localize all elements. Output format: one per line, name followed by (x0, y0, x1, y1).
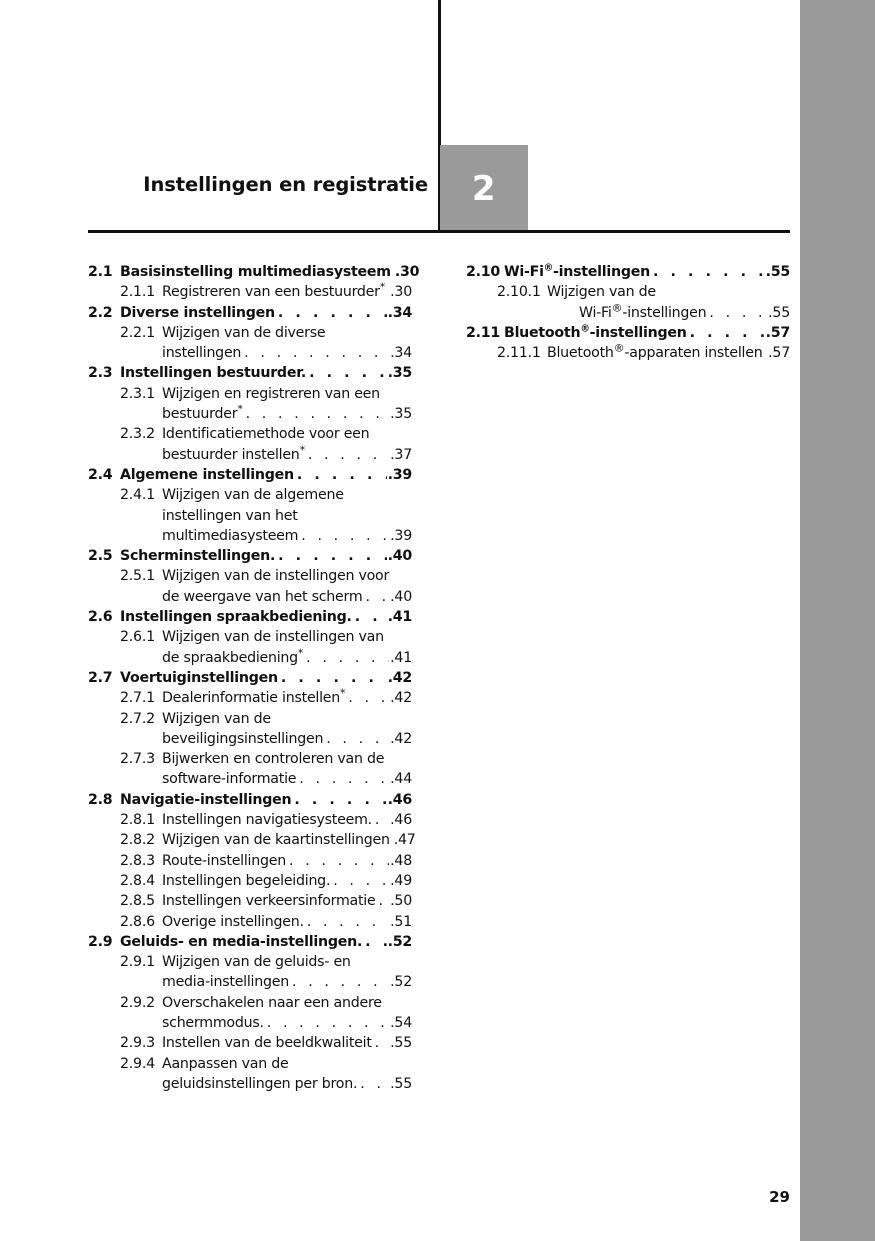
dot-leader (765, 343, 767, 363)
toc-entry-text: Instellingen bestuurder. (120, 365, 307, 382)
toc-entry-body (162, 709, 412, 750)
dot-leader (690, 323, 765, 343)
toc-entry-body (162, 384, 412, 425)
registered-trademark-icon: ® (543, 262, 553, 274)
toc-line (162, 810, 412, 830)
toc-entry-number: 2.8.2 (120, 832, 155, 849)
toc-page-number: .40 (390, 588, 412, 605)
toc-subsection-entry[interactable] (88, 912, 412, 932)
toc-line (547, 300, 790, 323)
registered-trademark-icon: ® (580, 323, 590, 335)
toc-line (162, 645, 412, 668)
toc-entry-body (162, 993, 412, 1034)
toc-entry-text: geluidsinstellingen per bron. (162, 1075, 358, 1092)
toc-section-entry[interactable] (88, 363, 412, 383)
toc-entry-body (120, 932, 412, 952)
toc-entry-text: Wijzigen van de geluids- en (162, 954, 351, 971)
toc-entry-number: 2.5 (88, 548, 113, 565)
toc-entry-number: 2.4.1 (120, 487, 155, 504)
toc-left-column (88, 262, 420, 1094)
toc-section-entry[interactable] (88, 465, 412, 485)
toc-entry-text: instellingen (162, 345, 242, 362)
toc-entry-text: de weergave van het scherm (162, 588, 363, 605)
toc-entry-text: Scherminstellingen. (120, 548, 276, 565)
toc-entry-text: Identificatiemethode voor een (162, 426, 370, 443)
toc-entry-number: 2.11.1 (497, 345, 541, 362)
chapter-number: 2 (471, 168, 497, 209)
toc-entry-text: Registreren van een bestuurder* (162, 280, 385, 301)
toc-line (162, 891, 412, 911)
toc-subsection-entry[interactable] (88, 485, 412, 546)
toc-line (120, 668, 412, 688)
toc-entry-text: Wijzigen van de (547, 284, 656, 301)
toc-entry-body (162, 323, 412, 364)
toc-subsection-entry[interactable] (88, 688, 412, 708)
toc-line (504, 323, 790, 343)
toc-entry-body (162, 424, 412, 465)
toc-line (162, 627, 412, 647)
toc-line (162, 485, 412, 505)
toc-entry-text: Instellen van de beeldkwaliteit (162, 1035, 372, 1052)
toc-entry-text: de spraakbediening* (162, 645, 304, 666)
toc-section-entry[interactable] (466, 323, 790, 343)
toc-line (162, 912, 412, 932)
toc-entry-number: 2.7.3 (120, 751, 155, 768)
toc-entry-number: 2.3 (88, 365, 113, 382)
toc-entry-text: Wijzigen van de algemene (162, 487, 344, 504)
toc-entry-number: 2.8.6 (120, 913, 155, 930)
toc-entry-body (162, 1033, 412, 1053)
footnote-marker: * (340, 686, 346, 700)
toc-page-number: .57 (768, 345, 790, 362)
toc-subsection-entry[interactable] (88, 871, 412, 891)
toc-entry-body (504, 323, 790, 343)
dot-leader (307, 912, 389, 932)
toc-entry-number: 2.1 (88, 264, 113, 280)
toc-entry-number: 2.6.1 (120, 629, 155, 646)
toc-page-number: .44 (390, 771, 412, 788)
toc-line (162, 282, 412, 302)
toc-entry-text: Diverse instellingen (120, 304, 275, 321)
toc-entry-body (162, 871, 412, 891)
toc-subsection-entry[interactable] (88, 1054, 412, 1095)
toc-entry-number: 2.6 (88, 609, 113, 626)
toc-entry-text: Wijzigen van de kaartinstellingen (162, 832, 390, 849)
toc-page-number: .55 (768, 304, 790, 321)
toc-entry-text: Basisinstelling multimediasysteem (120, 264, 391, 280)
footnote-marker: * (297, 645, 304, 659)
toc-entry-number: 2.8.3 (120, 852, 155, 869)
toc-line (162, 1074, 412, 1094)
toc-page-number: .42 (390, 730, 412, 747)
toc-entry-text: multimediasysteem (162, 527, 299, 544)
toc-section-entry[interactable] (88, 932, 412, 952)
toc-line (162, 993, 412, 1013)
toc-line (120, 363, 412, 383)
toc-page-number: .35 (390, 406, 412, 423)
toc-subsection-entry[interactable] (88, 424, 412, 465)
dot-leader (355, 607, 387, 627)
footnote-marker: ® (611, 300, 623, 314)
toc-entry-text: media-instellingen (162, 974, 289, 991)
toc-subsection-entry[interactable] (88, 830, 416, 850)
toc-subsection-entry[interactable] (88, 709, 412, 750)
toc-page-number: .52 (387, 933, 412, 950)
toc-entry-body (120, 363, 412, 383)
toc-entry-text: Overige instellingen. (162, 913, 304, 930)
toc-entry-text: Aanpassen van de (162, 1055, 289, 1072)
toc-subsection-entry[interactable] (88, 749, 412, 790)
toc-page-number: .39 (390, 527, 412, 544)
toc-right-column (466, 262, 790, 363)
toc-entry-number: 2.9 (88, 933, 113, 950)
toc-line (162, 424, 412, 444)
toc-subsection-entry[interactable] (88, 810, 412, 830)
dot-leader (292, 972, 389, 992)
toc-entry-body (162, 891, 412, 911)
dot-leader (278, 546, 386, 566)
toc-entry-body (120, 262, 420, 282)
toc-page-number: .52 (390, 974, 412, 991)
toc-entry-text: Wijzigen van de (162, 710, 271, 727)
dot-leader (281, 668, 387, 688)
toc-line (162, 972, 412, 992)
toc-page-number: .54 (390, 1014, 412, 1031)
toc-line (547, 282, 790, 302)
toc-entry-text: Wi-Fi®-instellingen (579, 300, 707, 321)
dot-leader (246, 404, 390, 424)
toc-entry-text: Overschakelen naar een andere (162, 994, 382, 1011)
toc-line (162, 1033, 412, 1053)
toc-subsection-entry[interactable] (88, 851, 412, 871)
toc-entry-text: Wijzigen van de instellingen voor (162, 568, 390, 585)
toc-subsection-entry[interactable] (466, 282, 790, 323)
toc-page-number: .40 (387, 548, 412, 565)
toc-entry-body (162, 566, 412, 607)
dot-leader (365, 932, 387, 952)
toc-entry-text: bestuurder instellen* (162, 442, 305, 463)
toc-page-number: .34 (390, 345, 412, 362)
toc-entry-number: 2.9.3 (120, 1035, 155, 1052)
toc-entry-number: 2.7.2 (120, 710, 155, 727)
toc-entry-text: software-informatie (162, 771, 297, 788)
toc-entry-text: Voertuiginstellingen (120, 669, 278, 686)
toc-entry-number: 2.8 (88, 791, 113, 808)
toc-entry-text-continued: -instellingen (622, 304, 707, 321)
toc-entry-body (120, 607, 412, 627)
toc-page-number: .30 (394, 264, 420, 280)
toc-line (162, 851, 412, 871)
toc-line (120, 607, 412, 627)
toc-line (120, 303, 412, 323)
dot-leader (301, 526, 389, 546)
dot-leader (306, 648, 389, 668)
toc-line (504, 262, 790, 282)
toc-entry-body (162, 749, 412, 790)
toc-entry-number: 2.2.1 (120, 324, 155, 341)
toc-entry-body (120, 465, 412, 485)
toc-line (547, 343, 790, 363)
toc-entry-text: Instellingen verkeersinformatie (162, 893, 376, 910)
dot-leader (375, 1033, 390, 1053)
footnote-marker: * (237, 402, 243, 416)
toc-entry-text: Navigatie-instellingen (120, 791, 292, 808)
dot-leader (278, 303, 387, 323)
chapter-title: Instellingen en registratie (143, 173, 428, 196)
toc-page-number: .39 (387, 466, 412, 483)
page-number: 29 (769, 1188, 790, 1206)
dot-leader (709, 303, 767, 323)
toc-line (162, 769, 412, 789)
toc-entry-text: Wi-Fi®-instellingen (504, 262, 650, 280)
toc-entry-number: 2.3.1 (120, 385, 155, 402)
toc-line (162, 1054, 412, 1074)
toc-entry-body (162, 912, 412, 932)
toc-line (162, 1013, 412, 1033)
dot-leader (309, 363, 387, 383)
toc-line (162, 506, 412, 526)
toc-line (120, 790, 412, 810)
toc-line (162, 688, 412, 708)
toc-entry-text: Algemene instellingen (120, 466, 294, 483)
toc-entry-text: Instellingen navigatiesysteem. (162, 812, 372, 829)
toc-line (162, 729, 412, 749)
toc-entry-text: Dealerinformatie instellen* (162, 686, 346, 707)
toc-entry-body (120, 668, 412, 688)
toc-entry-text: Bijwerken en controleren van de (162, 751, 385, 768)
toc-subsection-entry[interactable] (88, 952, 412, 993)
toc-line (162, 749, 412, 769)
toc-page-number: .50 (390, 893, 412, 910)
toc-entry-text: Wijzigen en registreren van een (162, 385, 380, 402)
toc-line (162, 323, 412, 343)
toc-entry-body (162, 688, 412, 708)
dot-leader (267, 1013, 389, 1033)
dot-leader (375, 810, 389, 830)
dot-leader (244, 343, 389, 363)
toc-line (162, 404, 412, 424)
toc-entry-body (162, 282, 412, 302)
toc-subsection-entry[interactable] (88, 566, 412, 607)
toc-page-number: .55 (390, 1035, 412, 1052)
toc-page-number: .42 (390, 690, 412, 707)
toc-section-entry[interactable] (88, 668, 412, 688)
toc-entry-body (162, 627, 412, 668)
toc-line (162, 587, 412, 607)
toc-entry-number: 2.2 (88, 304, 113, 321)
dot-leader (388, 282, 389, 302)
footnote-marker: * (379, 280, 385, 294)
toc-subsection-entry[interactable] (88, 891, 412, 911)
toc-entry-text: Instellingen spraakbediening. (120, 609, 352, 626)
toc-subsection-entry[interactable] (88, 993, 412, 1034)
toc-page-number: .51 (390, 913, 412, 930)
dot-leader (365, 587, 389, 607)
toc-subsection-entry[interactable] (466, 343, 790, 363)
toc-entry-body (120, 546, 412, 566)
toc-entry-number: 2.4 (88, 466, 113, 483)
toc-entry-number: 2.10.1 (497, 284, 541, 301)
toc-entry-text: schermmodus. (162, 1014, 264, 1031)
toc-entry-body (504, 262, 790, 282)
toc-page-number: .41 (387, 609, 412, 626)
dot-leader (326, 729, 389, 749)
toc-line (162, 830, 416, 850)
toc-section-entry[interactable] (466, 262, 790, 282)
toc-section-entry[interactable] (88, 262, 420, 282)
toc-page-number: .30 (390, 284, 412, 301)
toc-entry-number: 2.3.2 (120, 426, 155, 443)
toc-entry-number: 2.10 (466, 264, 501, 280)
toc-section-entry[interactable] (88, 790, 412, 810)
dot-leader (297, 465, 387, 485)
toc-entry-text: Bluetooth®-apparaten instellen (547, 341, 763, 362)
toc-page-number: .48 (390, 852, 412, 869)
dot-leader (294, 790, 386, 810)
toc-entry-number: 2.9.2 (120, 994, 155, 1011)
toc-line (120, 465, 412, 485)
toc-page-number: .47 (393, 832, 416, 849)
toc-entry-text: Wijzigen van de instellingen van (162, 629, 384, 646)
toc-entry-number: 2.1.1 (120, 284, 155, 301)
toc-page-number: .49 (390, 872, 412, 889)
toc-page-number: .57 (765, 324, 790, 341)
dot-leader (333, 871, 389, 891)
toc-entry-text: Instellingen begeleiding. (162, 872, 331, 889)
toc-entry-body (162, 810, 412, 830)
toc-page-number: .37 (390, 446, 412, 463)
toc-line (162, 871, 412, 891)
toc-entry-text: instellingen van het (162, 507, 298, 524)
toc-line (162, 709, 412, 729)
footnote-marker: ® (613, 341, 625, 355)
toc-entry-number: 2.7 (88, 669, 113, 686)
toc-entry-body (162, 1054, 412, 1095)
toc-subsection-entry[interactable] (88, 282, 412, 302)
toc-line (162, 526, 412, 546)
toc-entry-text: Bluetooth®-instellingen (504, 323, 687, 341)
toc-entry-body (547, 343, 790, 363)
toc-entry-text: beveiligingsinstellingen (162, 730, 324, 747)
header-horizontal-rule (88, 230, 790, 233)
toc-entry-body (162, 485, 412, 546)
toc-page-number: .55 (765, 264, 790, 280)
toc-entry-number: 2.9.1 (120, 954, 155, 971)
toc-page-number: .42 (387, 669, 412, 686)
dot-leader (378, 891, 389, 911)
toc-entry-body (547, 282, 790, 323)
dot-leader (289, 851, 389, 871)
toc-entry-text: Route-instellingen (162, 852, 286, 869)
toc-page-number: .55 (390, 1075, 412, 1092)
toc-line (162, 952, 412, 972)
toc-entry-text: Geluids- en media-instellingen. (120, 933, 363, 950)
toc-entry-text-continued: -apparaten instellen (624, 345, 763, 362)
toc-entry-body (162, 952, 412, 993)
toc-entry-body (162, 830, 416, 850)
chapter-tab (440, 145, 528, 232)
toc-line (162, 566, 412, 586)
toc-entry-body (120, 790, 412, 810)
toc-line (162, 343, 412, 363)
toc-entry-number: 2.5.1 (120, 568, 155, 585)
toc-line (120, 932, 412, 952)
toc-section-entry[interactable] (88, 303, 412, 323)
toc-page-number: .34 (387, 304, 412, 321)
dot-leader (360, 1074, 389, 1094)
toc-entry-number: 2.7.1 (120, 690, 155, 707)
toc-subsection-entry[interactable] (88, 627, 412, 668)
toc-entry-text: bestuurder* (162, 402, 243, 423)
toc-entry-number: 2.8.5 (120, 893, 155, 910)
dot-leader (299, 769, 389, 789)
toc-line (162, 384, 412, 404)
toc-entry-text-continued: -instellingen (589, 324, 687, 341)
toc-entry-number: 2.9.4 (120, 1055, 155, 1072)
page-edge-tab-bar (800, 0, 875, 1241)
toc-entry-body (162, 851, 412, 871)
toc-page-number: .46 (387, 791, 412, 808)
toc-entry-text: Wijzigen van de diverse (162, 324, 326, 341)
toc-page-number: .35 (387, 365, 412, 382)
toc-subsection-entry[interactable] (88, 384, 412, 425)
toc-line (120, 546, 412, 566)
dot-leader (653, 262, 765, 282)
footnote-marker: * (299, 442, 305, 456)
toc-section-entry[interactable] (88, 546, 412, 566)
toc-subsection-entry[interactable] (88, 1033, 412, 1053)
toc-entry-text-continued: -instellingen (552, 264, 650, 280)
toc-entry-number: 2.11 (466, 324, 501, 341)
toc-entry-body (120, 303, 412, 323)
toc-section-entry[interactable] (88, 607, 412, 627)
toc-page-number: .46 (390, 812, 412, 829)
dot-leader (348, 688, 389, 708)
toc-entry-number: 2.8.4 (120, 872, 155, 889)
toc-line (162, 442, 412, 465)
toc-subsection-entry[interactable] (88, 323, 412, 364)
dot-leader (308, 445, 389, 465)
toc-entry-number: 2.8.1 (120, 812, 155, 829)
toc-page-number: .41 (390, 649, 412, 666)
toc-line (120, 262, 420, 282)
